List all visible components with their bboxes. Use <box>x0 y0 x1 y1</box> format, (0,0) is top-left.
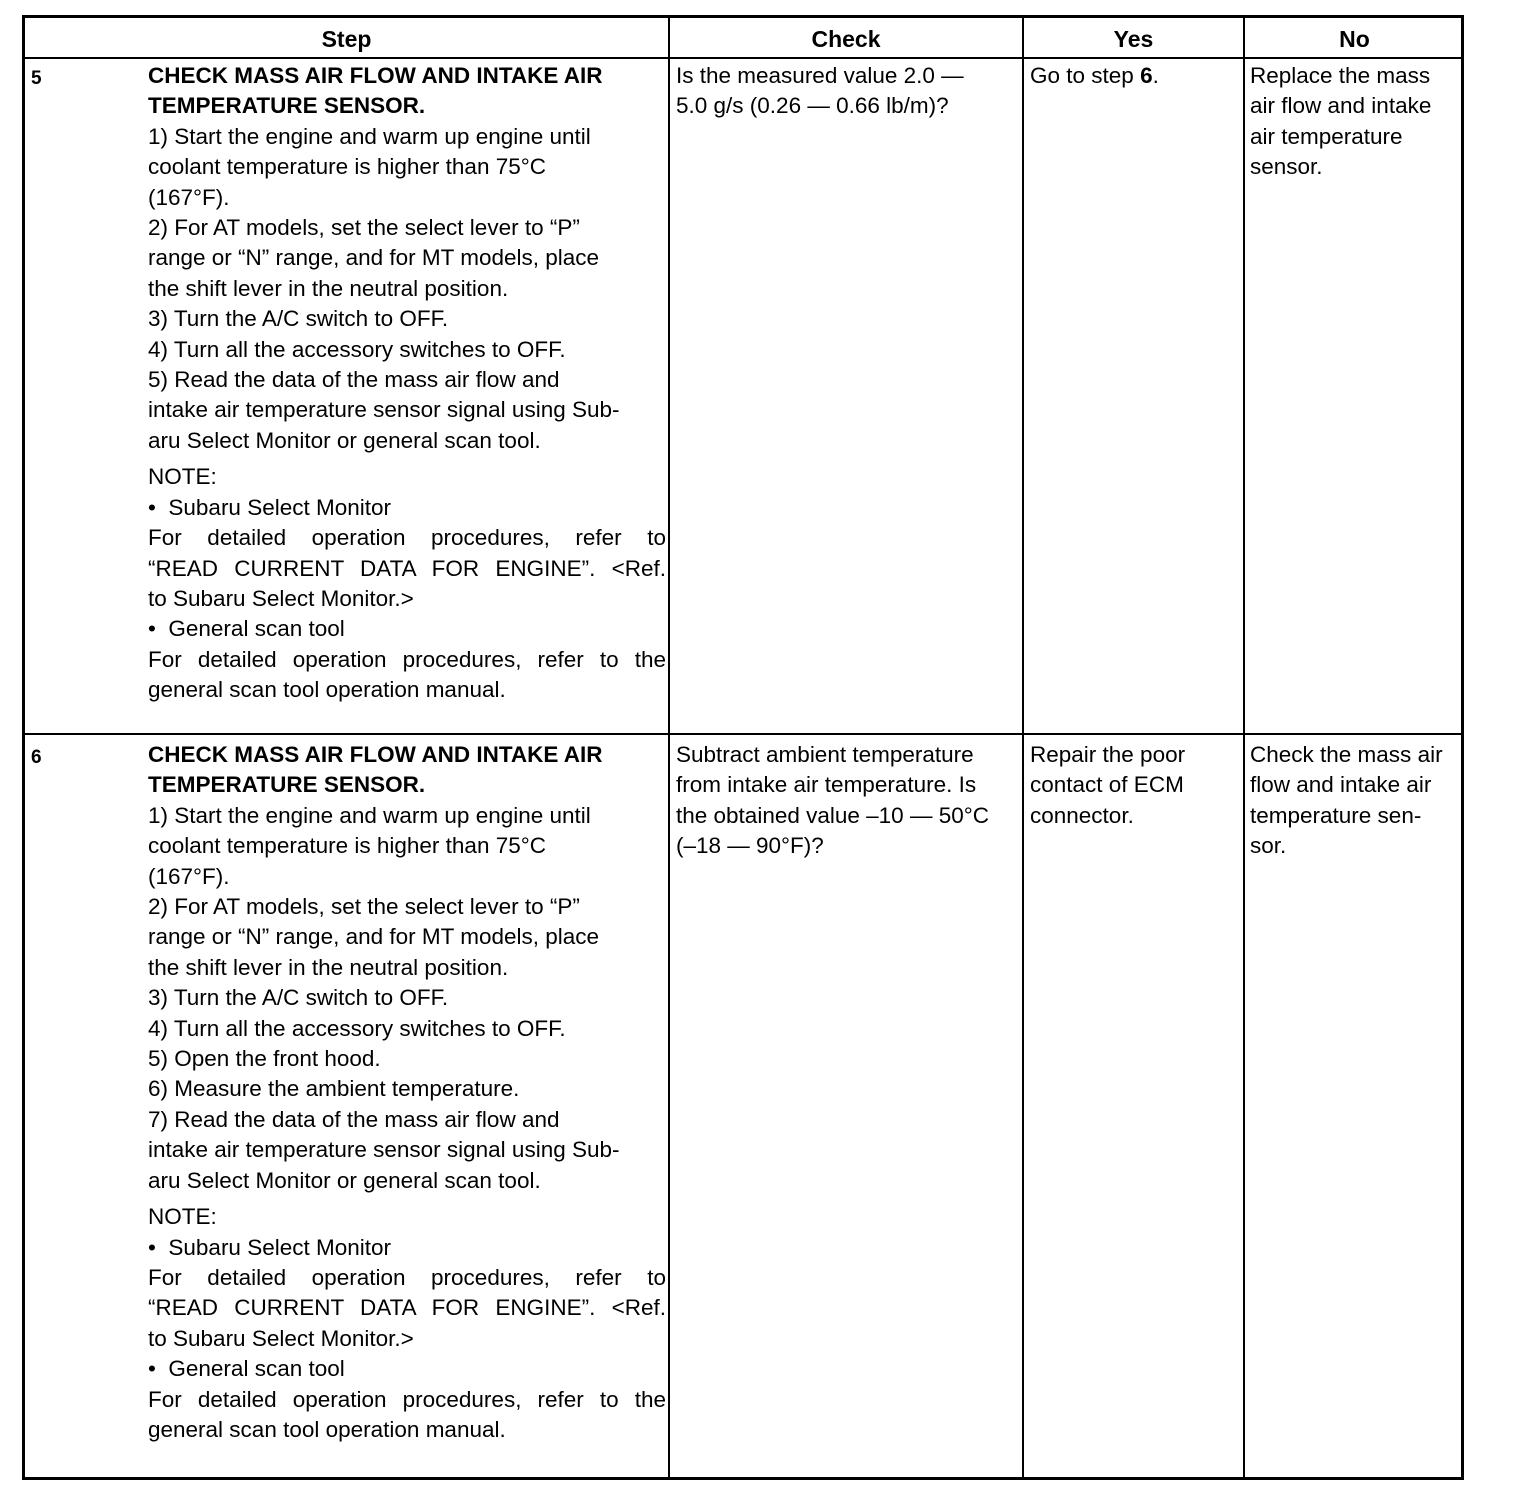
step-line: coolant temperature is higher than 75°C <box>148 154 546 180</box>
step-number: 5 <box>31 68 42 89</box>
note-text: “READ CURRENT DATA FOR ENGINE”. <Ref. <box>148 1295 666 1321</box>
step-line: intake air temperature sensor signal using Sub- <box>148 397 620 423</box>
note-text: to Subaru Select Monitor.> <box>148 1325 414 1351</box>
header-step: Step <box>321 26 372 52</box>
column-divider <box>1022 18 1024 1477</box>
yes-text: . <box>1152 63 1159 88</box>
step-line: (167°F). <box>148 184 230 210</box>
step-line: aru Select Monitor or general scan tool. <box>148 1167 541 1193</box>
step-number: 6 <box>31 747 42 768</box>
note-bullet: • General scan tool <box>148 1354 666 1384</box>
check-line: (–18 — 90°F)? <box>676 833 824 859</box>
step-line: 2) For AT models, set the select lever to “P” <box>148 215 580 241</box>
note-text: to Subaru Select Monitor.> <box>148 585 414 611</box>
column-divider <box>1243 18 1245 1477</box>
no-line: air temperature <box>1250 123 1403 149</box>
yes-line: Repair the poor <box>1030 742 1186 767</box>
check-line: from intake air temperature. Is <box>676 772 977 798</box>
header-yes: Yes <box>1113 26 1154 52</box>
header-check: Check <box>811 26 881 52</box>
step-line: 5) Open the front hood. <box>148 1046 381 1072</box>
diagnostic-table <box>22 15 1464 1480</box>
step-line: 6) Measure the ambient temperature. <box>148 1076 520 1102</box>
no-line: flow and intake air <box>1250 772 1432 798</box>
no-line: sensor. <box>1250 154 1323 180</box>
step-instructions <box>148 61 666 706</box>
no-line: sor. <box>1250 833 1287 859</box>
note-text: For detailed operation procedures, refer to <box>148 1264 666 1290</box>
step-line: 1) Start the engine and warm up engine until <box>148 802 591 828</box>
column-divider <box>668 18 670 1477</box>
check-line: Subtract ambient temperature <box>676 742 974 767</box>
step-line: 3) Turn the A/C switch to OFF. <box>148 306 449 332</box>
step-line: the shift lever in the neutral position. <box>148 954 509 980</box>
note-label: NOTE: <box>148 464 217 490</box>
yes-text: Go to step <box>1030 63 1141 88</box>
step-instructions <box>148 740 666 1445</box>
step-title: CHECK MASS AIR FLOW AND INTAKE AIR <box>148 742 603 767</box>
no-line: Check the mass air <box>1250 742 1443 767</box>
step-line: 4) Turn all the accessory switches to OFF. <box>148 1015 566 1041</box>
no-line: Replace the mass <box>1250 63 1431 88</box>
yes-line: connector. <box>1030 802 1134 828</box>
row-divider <box>25 733 1461 735</box>
step-line: coolant temperature is higher than 75°C <box>148 833 546 859</box>
step-title: TEMPERATURE SENSOR. <box>148 93 426 119</box>
note-text: “READ CURRENT DATA FOR ENGINE”. <Ref. <box>148 555 666 581</box>
step-line: the shift lever in the neutral position. <box>148 275 509 301</box>
note-text: general scan tool operation manual. <box>148 1416 506 1442</box>
note-text: general scan tool operation manual. <box>148 677 506 703</box>
step-title: CHECK MASS AIR FLOW AND INTAKE AIR <box>148 63 603 88</box>
yes-step-ref: 6 <box>1140 63 1153 88</box>
check-question <box>676 61 1020 122</box>
step-line: 2) For AT models, set the select lever to “P” <box>148 894 580 920</box>
note-bullet: • General scan tool <box>148 614 666 644</box>
no-action <box>1250 740 1462 862</box>
header-no: No <box>1339 26 1370 52</box>
step-line: 4) Turn all the accessory switches to OFF. <box>148 336 566 362</box>
step-line: 5) Read the data of the mass air flow and <box>148 367 560 393</box>
step-line: range or “N” range, and for MT models, place <box>148 245 600 271</box>
note-text: For detailed operation procedures, refer to the <box>148 1386 666 1412</box>
check-line: Is the measured value 2.0 — <box>676 63 964 88</box>
no-action <box>1250 61 1462 183</box>
note-text: For detailed operation procedures, refer to the <box>148 646 666 672</box>
step-line: 3) Turn the A/C switch to OFF. <box>148 985 449 1011</box>
step-line: aru Select Monitor or general scan tool. <box>148 427 541 453</box>
note-label: NOTE: <box>148 1204 217 1230</box>
yes-action <box>1030 61 1240 91</box>
yes-line: contact of ECM <box>1030 772 1184 798</box>
check-question <box>676 740 1020 862</box>
no-line: temperature sen- <box>1250 802 1422 828</box>
step-line: intake air temperature sensor signal using Sub- <box>148 1137 620 1163</box>
check-line: 5.0 g/s (0.26 — 0.66 lb/m)? <box>676 93 949 119</box>
note-bullet: • Subaru Select Monitor <box>148 1233 666 1263</box>
step-line: 1) Start the engine and warm up engine until <box>148 123 591 149</box>
step-title: TEMPERATURE SENSOR. <box>148 772 426 798</box>
no-line: air flow and intake <box>1250 93 1432 119</box>
step-line: 7) Read the data of the mass air flow and <box>148 1106 560 1132</box>
step-line: range or “N” range, and for MT models, place <box>148 924 600 950</box>
step-line: (167°F). <box>148 863 230 889</box>
note-bullet: • Subaru Select Monitor <box>148 493 666 523</box>
yes-action <box>1030 740 1240 831</box>
check-line: the obtained value –10 — 50°C <box>676 802 989 828</box>
note-text: For detailed operation procedures, refer to <box>148 525 666 551</box>
